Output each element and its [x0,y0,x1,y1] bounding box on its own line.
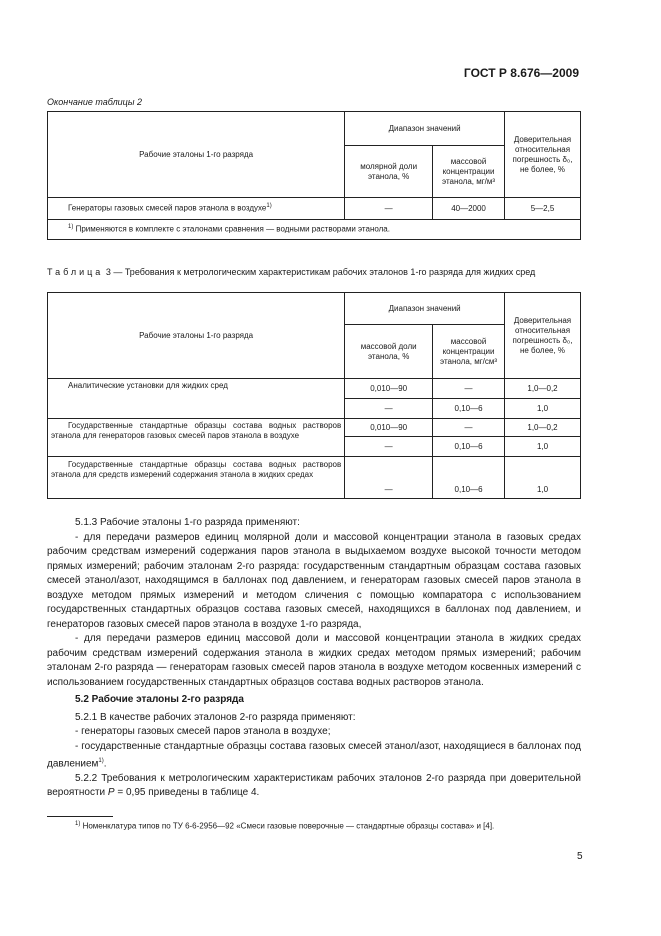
table-cell: 0,10—6 [433,399,505,419]
table-cell: — [345,437,433,457]
table-cell: 1,0 [505,399,581,419]
table-cell: — [433,379,505,399]
table3 [47,292,581,499]
table2-note [48,220,581,240]
section-heading: 5.2 Рабочие эталоны 2-го разряда [75,694,244,705]
table2-caption: Окончание таблицы 2 [47,97,142,107]
table-cell: 0,10—6 [433,437,505,457]
paragraph: 5.2.1 В качестве рабочих эталонов 2-го разряда применяют: [75,711,356,723]
paragraph-text: - государственные стандартные образцы состава газовых смесей этанол/азот, находящиеся в баллонах под давлением [47,740,581,770]
table2-header-range: Диапазон значений [345,112,505,146]
table-cell: 1,0—0,2 [505,419,581,437]
table-cell: 0,010—90 [345,419,433,437]
table2-row-name: Генераторы газовых смесей паров этанола в воздухе [68,203,267,213]
table-cell: 5—2,5 [505,198,581,220]
footnote-divider [47,816,113,817]
table-row [48,419,581,437]
table-cell: 0,010—90 [345,379,433,399]
paragraph [47,772,581,801]
footnote-ref: 1) [75,821,81,827]
table-cell: — [433,419,505,437]
table2-header-error: Доверительная относительная погрешность δ₀, не более, % [505,112,581,198]
page-number: 5 [577,851,583,862]
table-row [48,379,581,399]
paragraph [47,740,581,772]
footnote-ref: 1) [98,758,104,764]
table-cell: 0,10—6 [433,457,505,499]
paragraph-end: . [103,758,107,770]
table3-caption-text: 3 — Требования к метрологическим характеристикам рабочих эталонов 1-го разряда для жидких сред [105,267,536,277]
variable-p: P [107,787,115,799]
table3-header-standards: Рабочие эталоны 1-го разряда [48,293,345,379]
footnote-text: Номенклатура типов по ТУ 6-6-2956—92 «Смеси газовые поверочные — стандартные образцы состава» и [4]. [82,821,495,831]
paragraph: - генераторы газовых смесей паров этанола в воздухе; [75,726,331,737]
table-cell: 1,0 [505,457,581,499]
table3-header-error: Доверительная относительная погрешность δ₀, не более, % [505,293,581,379]
table-cell: 40—2000 [433,198,505,220]
table2-note-text: Применяются в комплекте с эталонами сравнения — водными растворами этанола. [75,224,390,234]
table3-row-name: Аналитические установки для жидких сред [48,379,345,419]
table3-header-range: Диапазон значений [345,293,505,325]
paragraph-text: = 0,95 приведены в таблице 4. [114,787,260,799]
table3-header-mass-frac: массовой доли этанола, % [345,325,433,379]
body-text [47,516,581,801]
table2-header-standards: Рабочие эталоны 1-го разряда [48,112,345,198]
table2-header-mass-conc: массовой концентрации этанола, мг/м³ [433,146,505,198]
table-cell: — [345,399,433,419]
table-row [48,457,581,499]
table-cell: — [345,198,433,220]
table3-caption [47,266,581,278]
footnote-ref: 1) [266,203,272,210]
table-cell: 1,0—0,2 [505,379,581,399]
table3-row-name: Государственные стандартные образцы состава водных растворов этанола для средств измерений содержания этанола в жидких средах [48,457,345,499]
footnote [47,818,581,833]
table-row [48,198,581,220]
table-cell: 1,0 [505,437,581,457]
table3-header-mass-conc: массовой концентрации этанола, мг/см³ [433,325,505,379]
table3-row-name: Государственные стандартные образцы состава водных растворов этанола для генераторов газовых смесей паров этанола в воздухе [48,419,345,457]
table2-header-mole: молярной доли этанола, % [345,146,433,198]
paragraph: - для передачи размеров единиц массовой доли и массовой концентрации этанола в жидких средах рабочим средствам измерений содержания этанола в жидких средах методом прямых измерений; рабочим эталонам 2-го разряда — генераторам газовых смесей паров этанола в воздухе методом косвенных измерений с использованием государственных стандартных образцов состава водных растворов этанола. [47,633,581,688]
paragraph: - для передачи размеров единиц молярной доли и массовой концентрации этанола в газовых средах рабочим средствам измерений содержания паров этанола в выдыхаемом воздухе высокой точности методом прямых измерений; рабочим эталонам 2-го разряда: государственным стандартным образцам состава газовых смесей этанол/азот, находящимся в баллонах под давлением, и генераторам газовых смесей паров этанола в воздухе методом прямых измерений и методом сличения с помощью компаратора с использованием государственных стандартных образцов состава газовых смесей, находящихся в баллонах под давлением, и генераторов газовых смесей паров этанола в воздухе 1-го разряда, [47,531,581,630]
table2 [47,111,581,240]
table-cell: — [345,457,433,499]
paragraph: 5.1.3 Рабочие эталоны 1-го разряда применяют: [75,517,300,528]
doc-code: ГОСТ Р 8.676—2009 [463,66,579,80]
paragraph-text: 5.2.2 Требования к метрологическим характеристикам рабочих эталонов 2-го разряда при доверительной вероятности [47,772,581,799]
table3-caption-word: Таблица [47,267,104,277]
footnote-ref: 1) [68,224,74,231]
